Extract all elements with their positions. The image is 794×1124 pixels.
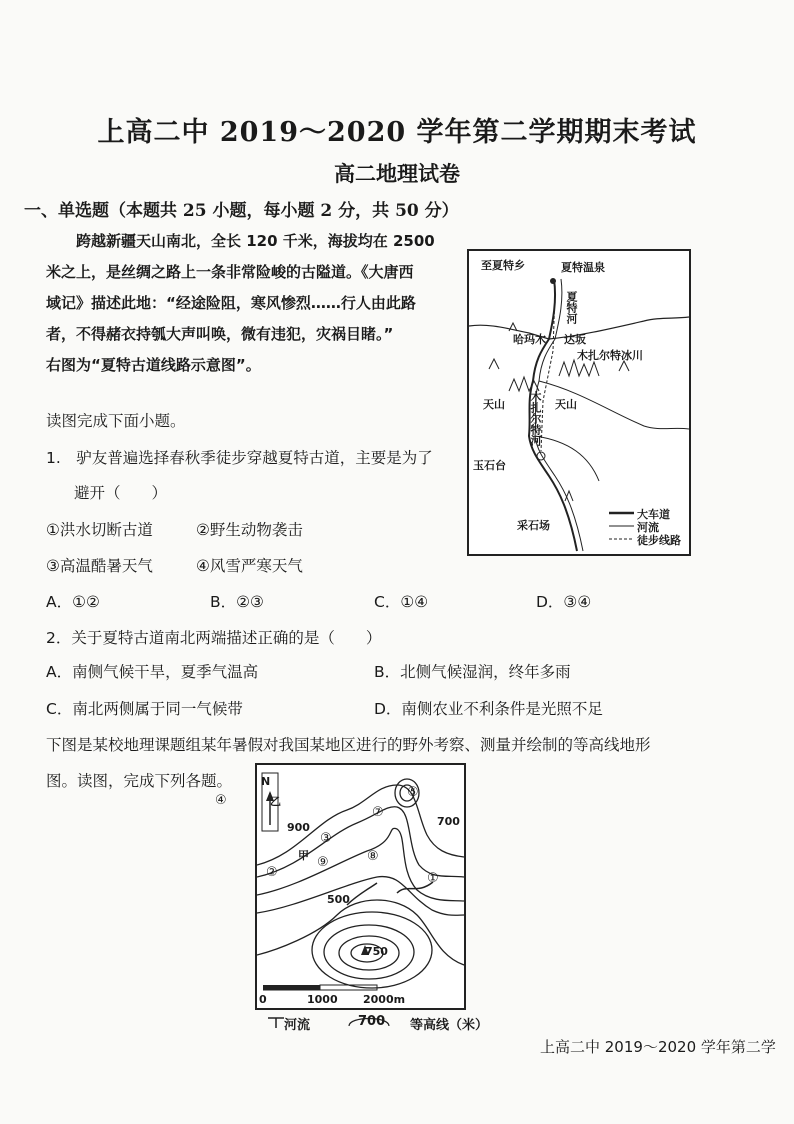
- q1-statement-4: ④风雪严寒天气: [196, 557, 303, 575]
- label-tianshan-east: 天山: [555, 398, 577, 411]
- label-muzart-glacier: 木扎尔特冰川: [577, 349, 643, 362]
- point-9: ⑨: [317, 855, 329, 870]
- legend-road: 大车道: [637, 508, 670, 521]
- point-3: ③: [320, 831, 332, 846]
- passage-line: 米之上，是丝绸之路上一条非常险峻的古隘道。《大唐西: [46, 263, 414, 281]
- label-muzart-river: 木扎尔特河: [529, 391, 542, 446]
- north-label: N: [261, 775, 271, 788]
- contour-map: [215, 763, 466, 1010]
- legend-contour-value: 700: [358, 1014, 386, 1029]
- label-yushitai: 玉石台: [473, 459, 506, 472]
- passage-line: 跨越新疆天山南北，全长 120 千米，海拔均在 2500: [76, 232, 435, 250]
- q1-option-d: D．③④: [536, 593, 592, 611]
- page-title: 上高二中 2019～2020 学年第二学期期末考试: [97, 117, 697, 148]
- section-heading: 一、单选题（本题共 25 小题，每小题 2 分，共 50 分）: [24, 201, 459, 221]
- label-hot-spring: 夏特温泉: [561, 261, 605, 274]
- q1-statement-1: ①洪水切断古道: [46, 521, 153, 539]
- point-1: ①: [427, 871, 439, 886]
- q2-stem: 2．关于夏特古道南北两端描述正确的是（ ）: [46, 629, 382, 647]
- point-8: ⑧: [367, 849, 379, 864]
- q1-option-c: C．①④: [374, 593, 429, 611]
- label-tianshan-west: 天山: [483, 398, 505, 411]
- scale-0: 0: [259, 993, 267, 1006]
- reading-passage: [46, 226, 458, 381]
- passage-line: 右图为“夏特古道线路示意图”。: [46, 356, 261, 374]
- page-subtitle: 高二地理试卷: [334, 161, 460, 186]
- intro-line-1: 下图是某校地理课题组某年暑假对我国某地区进行的野外考察、测量并绘制的等高线地形: [46, 736, 651, 754]
- scale-2000: 2000m: [363, 993, 406, 1006]
- q2-option-b: B．北侧气候湿润，终年多雨: [374, 663, 571, 681]
- passage-line: 者，不得赭衣持瓠大声叫唤，微有违犯，灾祸目睹。”: [46, 325, 394, 343]
- q1-statement-2: ②野生动物袭击: [196, 521, 303, 539]
- place-yi: 乙: [270, 795, 281, 808]
- q1-stem: 1. 驴友普遍选择春秋季徒步穿越夏特古道，主要是为了: [46, 449, 433, 467]
- label-hamutak: 哈玛木: [513, 333, 546, 346]
- peak-750-label: 750: [365, 945, 388, 958]
- passage-line: 域记》描述此地：“经途险阻，寒风惨烈……行人由此路: [46, 294, 416, 312]
- point-2: ②: [266, 865, 278, 880]
- q1-option-a: A．①②: [46, 593, 100, 611]
- legend-contour-label: 等高线（米）: [410, 1018, 489, 1033]
- q2-option-d: D．南侧农业不利条件是光照不足: [374, 700, 603, 718]
- q2-option-a: A．南侧气候干旱，夏季气温高: [46, 663, 259, 681]
- contour-700-label: 700: [437, 815, 460, 828]
- contour-900-label: 900: [287, 821, 310, 834]
- point-4: ④: [215, 793, 227, 808]
- q2-option-c: C．南北两侧属于同一气候带: [46, 700, 243, 718]
- point-7: ⑦: [372, 805, 384, 820]
- label-caishichang: 采石场: [517, 519, 550, 532]
- q1-option-b: B．②③: [210, 593, 264, 611]
- place-jia: 甲: [298, 849, 309, 862]
- label-xiate-river: 夏特河: [565, 291, 578, 324]
- contour-500-label: 500: [327, 893, 350, 906]
- route-map: [467, 249, 691, 556]
- point-5: ⑤: [407, 785, 419, 800]
- q1-statement-3: ③高温酷暑天气: [46, 557, 153, 575]
- legend-river-label: 河流: [284, 1018, 311, 1033]
- contour-map-drawing: [257, 765, 464, 1008]
- river-legend-icon: [266, 1016, 286, 1030]
- scale-1000: 1000: [307, 993, 338, 1006]
- label-xiate-town: 至夏特乡: [481, 259, 525, 272]
- instruction-text: 读图完成下面小题。: [46, 412, 186, 430]
- page-footer: 上高二中 2019～2020 学年第二学: [540, 1038, 776, 1056]
- label-daban: 达坂: [564, 333, 586, 346]
- q1-stem-cont: 避开（ ）: [74, 484, 168, 502]
- legend-trail: 徒步线路: [637, 534, 681, 547]
- legend-river: 河流: [637, 521, 659, 534]
- intro-line-2: 图。读图，完成下列各题。: [46, 772, 233, 790]
